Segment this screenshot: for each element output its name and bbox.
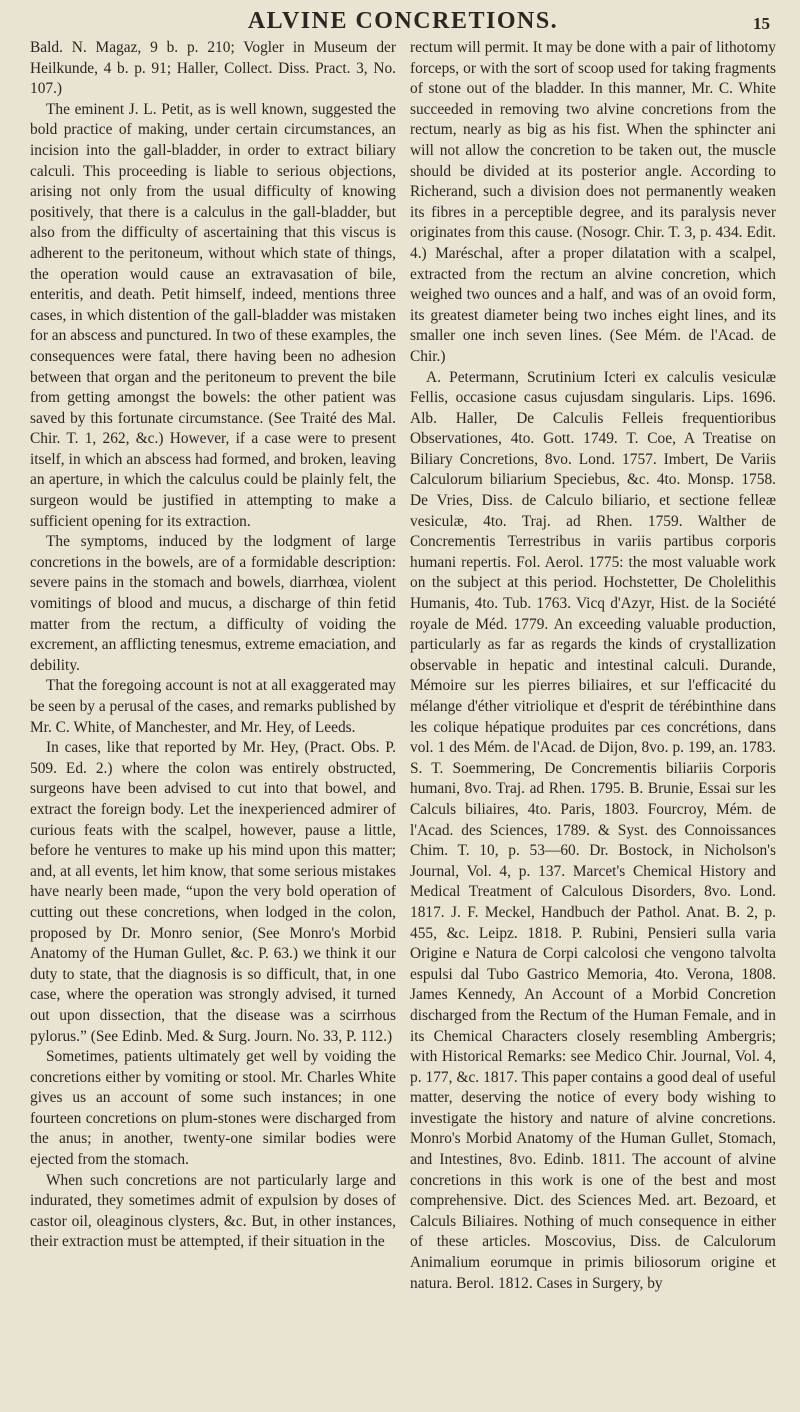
paragraph: Bald. N. Magaz, 9 b. p. 210; Vogler in Museum der Heilkunde, 4 b. p. 91; Haller, Collect. Diss. Pract. 3, No. 107.) bbox=[30, 39, 396, 98]
page-header bbox=[30, 8, 776, 38]
running-title: ALVINE CONCRETIONS. bbox=[247, 8, 559, 34]
paragraph: rectum will permit. It may be done with a pair of lithotomy forceps, or with the sort of scoop used for taking fragments of stone out of the bladder. In this manner, Mr. C. White succeeded in removing two alvine concretions from the rectum, nearly as big as his fist. When the sphincter ani will not allow the concretion to be taken out, the muscle should be divided at its posterior angle. According to Richerand, such a division does not permanently weaken its fibres in a perceptible degree, and its paralysis never originates from this cause. (Nosogr. Chir. T. 3, p. 434. Edit. 4.) Maréschal, after a proper dilatation with a scalpel, extracted from the rectum an alvine concretion, which weighed two ounces and a half, and was of an ovoid form, its greatest diameter being two inches eight lines, and its smaller one inch seven lines. (See Mém. de l'Acad. de Chir.) bbox=[410, 39, 776, 365]
paragraph: The eminent J. L. Petit, as is well known, suggested the bold practice of making, under certain circumstances, an incision into the gall-bladder, in order to extract biliary calculi. This proceeding is liable to serious objections, arising not only from the usual difficulty of knowing positively, that there is a calculus in the gall-bladder, but also from the difficulty of ascertaining that this viscus is adherent to the peritoneum, without which state of things, the operation would cause an extravasation of bile, enteritis, and death. Petit himself, indeed, mentions three cases, in which distention of the gall-bladder was mistaken for an abscess and punctured. In two of these examples, the consequences were fatal, there having been no adhesion between that organ and the peritoneum to prevent the bile from getting amongst the bowels: the other patient was saved by this fortunate circumstance. (See Traité des Mal. Chir. T. 1, 262, &c.) However, if a case were to present itself, in which an abscess had formed, and broken, leaving an aperture, in which the calculus could be plainly felt, the surgeon would be justified in attempting to make a sufficient opening for its extraction. bbox=[30, 100, 396, 530]
paragraph: The symptoms, induced by the lodgment of large concretions in the bowels, are of a formidable description: severe pains in the stomach and bowels, diarrhœa, violent vomitings of blood and mucus, a discharge of thin fetid matter from the rectum, a difficulty of voiding the excrement, an afflicting tenesmus, extreme emaciation, and debility. bbox=[30, 533, 396, 674]
paragraph: That the foregoing account is not at all exaggerated may be seen by a perusal of the cases, and remarks published by Mr. C. White, of Manchester, and Mr. Hey, of Leeds. bbox=[30, 677, 396, 736]
page-number: 15 bbox=[753, 14, 770, 33]
paragraph: Sometimes, patients ultimately get well by voiding the concretions either by vomiting or stool. Mr. Charles White gives us an account of some such instances; in one fourteen concretions on plum-stones were discharged from the anus; in another, twenty-one similar bodies were ejected from the stomach. bbox=[30, 1048, 396, 1169]
right-column bbox=[410, 38, 776, 1294]
paragraph: In cases, like that reported by Mr. Hey, (Pract. Obs. P. 509. Ed. 2.) where the colon was entirely obstructed, surgeons have been advised to cut into that bowel, and extract the foreign body. Let the inexperienced admirer of curious feats with the scalpel, however, pause a little, before he ventures to make up his mind upon this matter; and, at all events, let him know, that some serious mistakes have nearly been made, “upon the very bold operation of cutting out these concretions, when lodged in the colon, proposed by Dr. Monro senior, (See Monro's Morbid Anatomy of the Human Gullet, &c. P. 63.) we think it our duty to state, that the diagnosis is so difficult, that, in one case, where the operation was strongly advised, it turned out upon dissection, that the disease was a scirrhous pylorus.” (See Edinb. Med. & Surg. Journ. No. 33, P. 112.) bbox=[30, 739, 396, 1045]
bibliography-paragraph: A. Petermann, Scrutinium Icteri ex calculis vesiculæ Fellis, occasione casus cujusdam singularis. Lips. 1696. Alb. Haller, De Calculis Felleis frequentioribus Observationes, 4to. Gott. 1749. T. Coe, A Treatise on Biliary Concretions, 8vo. Lond. 1757. Imbert, De Variis Calculorum biliarium Speciebus, &c. 4to. Monsp. 1758. De Vries, Diss. de Calculo biliario, et sectione felleæ vesiculæ, 4to. Traj. ad Rhen. 1759. Walther de Concrementis Terrestribus in variis partibus corporis humani repertis. Fol. Aerol. 1775: the most valuable work on the subject at this period. Hochstetter, De Cholelithis Humanis, 4to. Tub. 1763. Vicq d'Azyr, Hist. de la Société royale de Méd. 1779. An exceeding valuable production, particularly as far as regards the kinds of crystallization observable in hepatic and intestinal calculi. Durande, Mémoire sur les pierres biliaires, et sur l'efficacité du mélange d'éther vitriolique et d'esprit de térébinthine dans les colique hépatique produites par ces concrétions, dans vol. 1 des Mém. de l'Acad. de Dijon, 8vo. p. 199, an. 1783. S. T. Soemmering, De Concrementis biliariis Corporis humani, 8vo. Traj. ad Rhen. 1795. B. Brunie, Essai sur les Calculs biliaires, 4to. Paris, 1803. Fourcroy, Mém. de l'Acad. des Sciences, 1789. & Syst. des Connoissances Chim. T. 10, p. 53—60. Dr. Bostock, in Nicholson's Journal, Vol. 4, p. 137. Marcet's Chemical History and Medical Treatment of Calculous Disorders, 8vo. Lond. 1817. J. F. Meckel, Handbuch der Pathol. Anat. B. 2, p. 455, &c. Leipz. 1818. P. Rubini, Pensieri sulla varia Origine e Natura de Corpi calcolosi che vengono talvolta espulsi dal Tubo Gastrico Memoria, 4to. Verona, 1808. James Kennedy, An Account of a Morbid Concretion discharged from the Rectum of the Human Female, and in its Chemical Characters closely resembling Ambergris; with Historical Remarks: see Medico Chir. Journal, Vol. 4, p. 177, &c. 1817. This paper contains a good deal of useful matter, deserving the notice of every body wishing to investigate the history and nature of alvine concretions. Monro's Morbid Anatomy of the Human Gullet, Stomach, and Intestines, 8vo. Edinb. 1811. The account of alvine concretions in this work is one of the best and most comprehensive. Dict. des Sciences Med. art. Bezoard, et Calculs Biliaires. Nothing of much consequence in either of these articles. Moscovius, Diss. de Calculorum Animalium eorumque in primis biliosorum origine et natura. Berol. 1812. Cases in Surgery, by bbox=[410, 368, 776, 1292]
paragraph: When such concretions are not particularly large and indurated, they sometimes admit of expulsion by doses of castor oil, oleaginous clysters, &c. But, in other instances, their extraction must be attempted, if their situation in the bbox=[30, 1171, 396, 1251]
left-column bbox=[30, 38, 396, 1294]
text-columns bbox=[30, 38, 776, 1294]
